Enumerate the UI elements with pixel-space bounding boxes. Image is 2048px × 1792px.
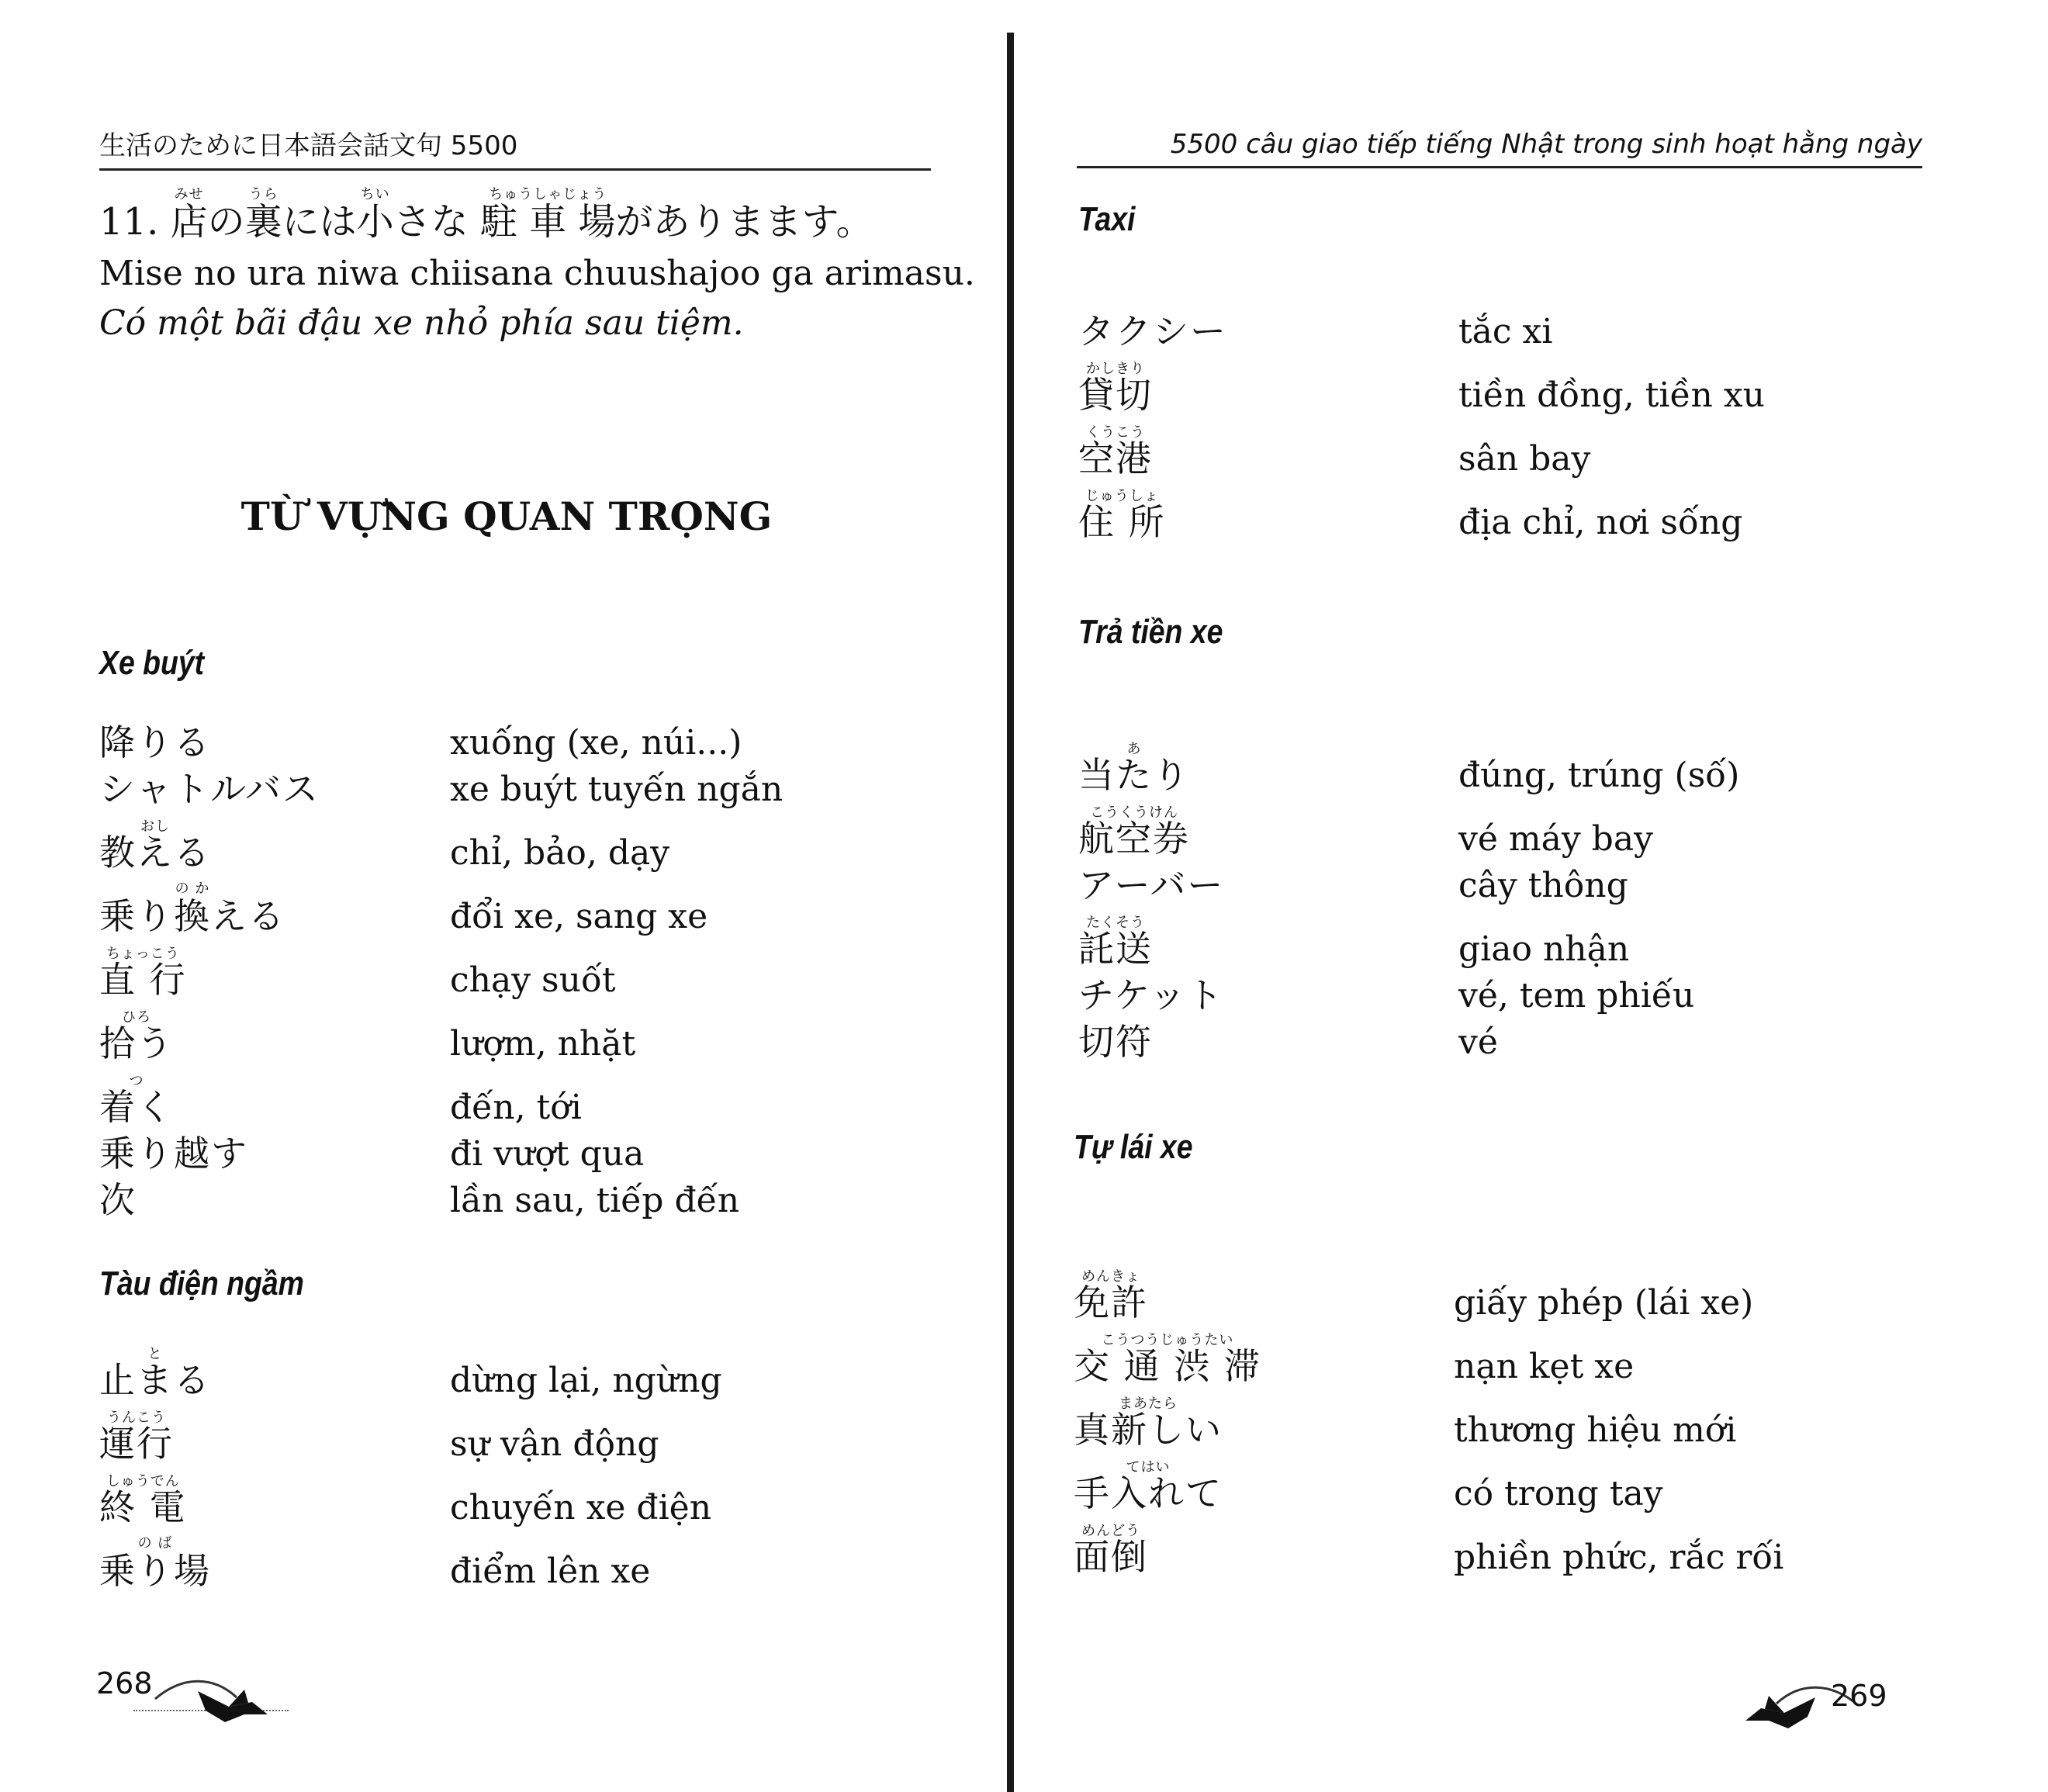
vocab-vn: tiền đồng, tiền xu [1458, 375, 1766, 415]
vocab-jp: タクシー [1078, 310, 1227, 352]
vocab-vn: đúng, trúng (số) [1458, 756, 1740, 795]
ruby-ura: 裏うら [244, 186, 282, 244]
bird-ornament-icon [151, 1668, 291, 1730]
vocab-jp: 空港くうこう [1078, 424, 1153, 479]
vocab-vn: phiền phức, rắc rối [1454, 1538, 1784, 1577]
vocab-jp: 教えるおし [99, 818, 211, 874]
vocab-jp: 直 行ちょっこう [99, 946, 187, 1001]
vocab-row [1078, 856, 1970, 906]
vocab-row [1078, 793, 1970, 860]
vocab-jp: 止まると [99, 1346, 211, 1401]
vocab-vn: tắc xi [1458, 312, 1553, 351]
vocab-jp: 運行うんこう [99, 1410, 174, 1465]
vocab-row [99, 934, 953, 1001]
vocab-jp: 乗り越す [99, 1133, 248, 1174]
vocab-vn: đi vượt qua [450, 1134, 645, 1174]
vocab-row [1078, 349, 1970, 416]
vocab-vn: đổi xe, sang xe [450, 897, 708, 936]
vocab-vn: cây thông [1458, 866, 1628, 905]
vocab-row [1078, 1013, 1970, 1063]
vocab-vn: chạy suốt [450, 960, 616, 1000]
section-title-subway: Tàu điện ngầm [99, 1264, 304, 1302]
section-title-self-drive: Tự lái xe [1074, 1128, 1193, 1166]
vocab-row [1078, 413, 1970, 479]
vocab-vn: sân bay [1458, 439, 1591, 479]
vocab-jp: 当たりあ [1078, 741, 1190, 796]
right-page [1008, 0, 2048, 1792]
vocab-jp: 貸切かしきり [1078, 361, 1153, 416]
vocab-jp: 着くつ [99, 1073, 174, 1128]
sentence-japanese: 11. 店みせの裏うらには小ちいさな 駐 車 場ちゅうしゃじょうがありまます。 [99, 186, 874, 244]
sentence-romaji: Mise no ura niwa chiisana chuushajoo ga arimasu. [99, 254, 975, 293]
ruby-mise: 店みせ [170, 186, 208, 244]
vocab-jp: シャトルバス [99, 768, 320, 810]
vocab-jp: 航空券こうくうけん [1078, 804, 1190, 860]
vocab-row [1078, 903, 1970, 970]
vocab-title: TỪ VỰNG QUAN TRỌNG [240, 493, 773, 539]
vocab-list-fare [1078, 729, 1970, 1063]
vocab-vn: có trong tay [1454, 1474, 1663, 1514]
left-running-head: 生活のために日本語会話文句 5500 [99, 124, 931, 171]
sentence-vietnamese: Có một bãi đậu xe nhỏ phía sau tiệm. [99, 303, 744, 343]
vocab-jp: 切符 [1078, 1021, 1153, 1063]
vocab-jp: 真新しいまあたら [1074, 1396, 1223, 1451]
vocab-vn: lượm, nhặt [450, 1024, 636, 1064]
example-sentence [99, 186, 975, 348]
right-running-head: 5500 câu giao tiếp tiếng Nhật trong sinh hoạt hằng ngày [1077, 129, 1922, 168]
vocab-row [1074, 1384, 1966, 1451]
vocab-vn: giao nhận [1458, 929, 1630, 969]
vocab-vn: xe buýt tuyến ngắn [450, 770, 784, 809]
vocab-row [99, 807, 953, 874]
vocab-row [1078, 967, 1970, 1016]
vocab-vn: chỉ, bảo, dạy [450, 833, 670, 873]
vocab-list-bus [99, 714, 953, 1221]
vocab-jp: 乗り換えるの か [99, 880, 285, 937]
vocab-vn: nạn kẹt xe [1454, 1347, 1635, 1386]
vocab-row [1074, 1257, 1966, 1323]
vocab-jp: 面倒めんどう [1074, 1523, 1148, 1578]
vocab-vn: sự vận động [450, 1424, 659, 1464]
vocab-row [99, 870, 953, 937]
vocab-jp: アーバー [1078, 864, 1225, 906]
sentence-number: 11. [99, 200, 159, 244]
vocab-row [1074, 1448, 1966, 1514]
vocab-jp: 免許めんきょ [1074, 1268, 1148, 1323]
vocab-row [99, 760, 953, 810]
vocab-vn: dừng lại, ngừng [450, 1361, 722, 1400]
vocab-vn: vé, tem phiếu [1458, 976, 1695, 1015]
ruby-chii: 小ちい [356, 186, 394, 244]
vocab-vn: đến, tới [450, 1088, 582, 1127]
vocab-row [99, 714, 953, 763]
left-page [0, 0, 1008, 1792]
vocab-jp: チケット [1078, 974, 1224, 1016]
vocab-row [1074, 1320, 1966, 1387]
page-number-left: 268 [96, 1666, 153, 1700]
page-number-right: 269 [1831, 1679, 1887, 1713]
vocab-row [99, 1061, 953, 1128]
vocab-row [1078, 303, 1970, 352]
section-title-bus: Xe buýt [99, 644, 205, 682]
vocab-jp: 託送たくそう [1078, 915, 1153, 970]
vocab-row [99, 1525, 953, 1592]
vocab-row [99, 998, 953, 1064]
vocab-list-subway [99, 1334, 953, 1592]
vocab-row [1074, 1511, 1966, 1578]
vocab-jp: 乗り場の ば [99, 1535, 211, 1592]
vocab-row [99, 1398, 953, 1465]
vocab-row [99, 1334, 953, 1401]
vocab-vn: xuống (xe, núi...) [450, 723, 742, 763]
vocab-list-self-drive [1074, 1257, 1966, 1578]
section-title-taxi: Taxi [1078, 200, 1136, 238]
vocab-jp: 交 通 渋 滞こうつうじゅうたい [1074, 1332, 1261, 1387]
vocab-jp: 手入れててはい [1074, 1459, 1223, 1514]
vocab-jp: 住 所じゅうしょ [1078, 488, 1166, 543]
vocab-vn: thương hiệu mới [1454, 1410, 1737, 1450]
vocab-vn: vé [1458, 1022, 1498, 1062]
vocab-list-taxi [1078, 303, 1970, 543]
vocab-vn: lần sau, tiếp đến [450, 1181, 740, 1220]
vocab-jp: 次 [99, 1179, 137, 1221]
vocab-jp: 終 電しゅうでん [99, 1473, 187, 1528]
vocab-vn: địa chỉ, nơi sống [1458, 503, 1743, 542]
ruby-chuushajoo: 駐 車 場ちゅうしゃじょう [479, 186, 616, 244]
vocab-vn: điểm lên xe [450, 1552, 651, 1591]
vocab-row [1078, 729, 1970, 796]
vocab-vn: chuyến xe điện [450, 1488, 712, 1527]
vocab-jp: 拾うひろ [99, 1009, 174, 1064]
vocab-row [1078, 476, 1970, 543]
vocab-vn: giấy phép (lái xe) [1454, 1283, 1754, 1323]
section-title-fare: Trả tiền xe [1078, 613, 1223, 651]
vocab-jp: 降りる [99, 721, 211, 763]
vocab-row [99, 1462, 953, 1528]
vocab-row [99, 1171, 953, 1221]
vocab-vn: vé máy bay [1458, 819, 1653, 859]
vocab-row [99, 1125, 953, 1174]
